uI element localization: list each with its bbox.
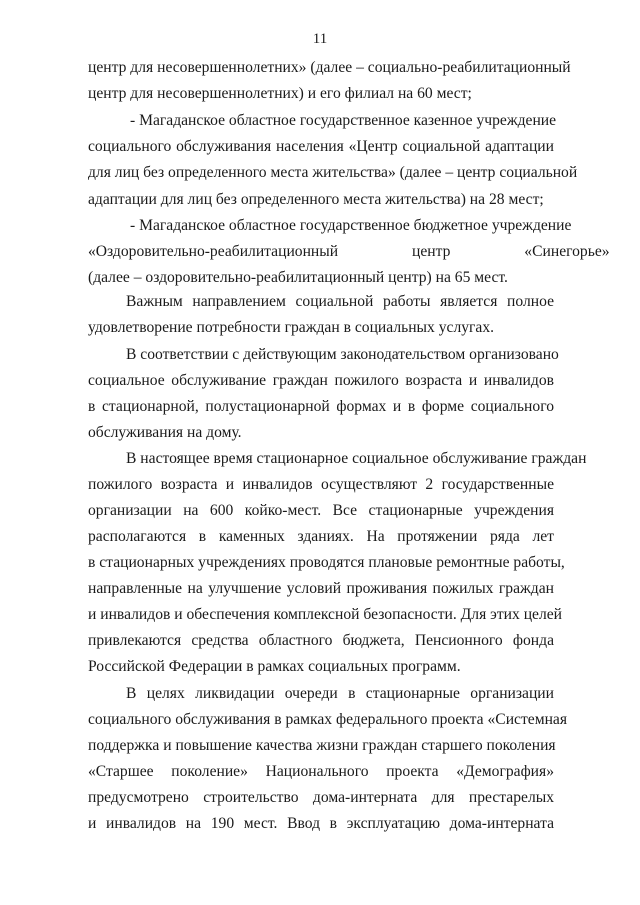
text-line: в стационарных учреждениях проводятся плановые ремонтные работы, (88, 554, 565, 571)
text-line: направленные на улучшение условий проживания пожилых граждан (88, 580, 554, 597)
text-line: предусмотрено строительство дома-интерната для престарелых (88, 789, 554, 806)
text-line: организации на 600 койко-мест. Все стационарные учреждения (88, 502, 554, 519)
text-line: центр для несовершеннолетних» (далее – социально-реабилитационный (88, 59, 571, 76)
text-line: социального обслуживания населения «Центр социальной адаптации (88, 138, 554, 155)
text-line: В целях ликвидации очереди в стационарные организации (126, 685, 554, 702)
text-line: - Магаданское областное государственное казенное учреждение (130, 112, 557, 129)
text-line: в стационарной, полустационарной формах и в форме социального (88, 398, 554, 415)
text-line: «Старшее поколение» Национального проекта «Демография» (88, 763, 554, 780)
text-line: «Оздоровительно-реабилитационный центр «Синегорье» (88, 243, 610, 260)
text-line: адаптации для лиц без определенного места жительства) на 28 мест; (88, 191, 544, 208)
text-line: Российской Федерации в рамках социальных программ. (88, 658, 461, 675)
text-line: В настоящее время стационарное социальное обслуживание граждан (126, 450, 587, 467)
text-line: пожилого возраста и инвалидов осуществляют 2 государственные (88, 476, 554, 493)
text-line: и инвалидов и обеспечения комплексной безопасности. Для этих целей (88, 606, 563, 623)
text-line: удовлетворение потребности граждан в социальных услугах. (88, 319, 495, 336)
text-line: - Магаданское областное государственное бюджетное учреждение (130, 217, 572, 234)
text-line: для лиц без определенного места жительства» (далее – центр социальной (88, 164, 578, 181)
text-line: и инвалидов на 190 мест. Ввод в эксплуатацию дома-интерната (88, 815, 554, 832)
text-line: поддержка и повышение качества жизни граждан старшего поколения (88, 737, 556, 754)
page-number: 11 (312, 31, 328, 47)
text-line: социальное обслуживание граждан пожилого возраста и инвалидов (88, 372, 554, 389)
text-line: Важным направлением социальной работы является полное (126, 293, 554, 310)
text-line: социального обслуживания в рамках федерального проекта «Системная (88, 711, 568, 728)
text-line: привлекаются средства областного бюджета, Пенсионного фонда (88, 632, 554, 649)
text-line: В соответствии с действующим законодательством организовано (126, 346, 559, 363)
text-line: обслуживания на дому. (88, 424, 242, 441)
text-line: центр для несовершеннолетних) и его филиал на 60 мест; (88, 85, 472, 102)
text-line: (далее – оздоровительно-реабилитационный центр) на 65 мест. (88, 269, 508, 286)
text-line: располагаются в каменных зданиях. На протяжении ряда лет (88, 528, 554, 545)
